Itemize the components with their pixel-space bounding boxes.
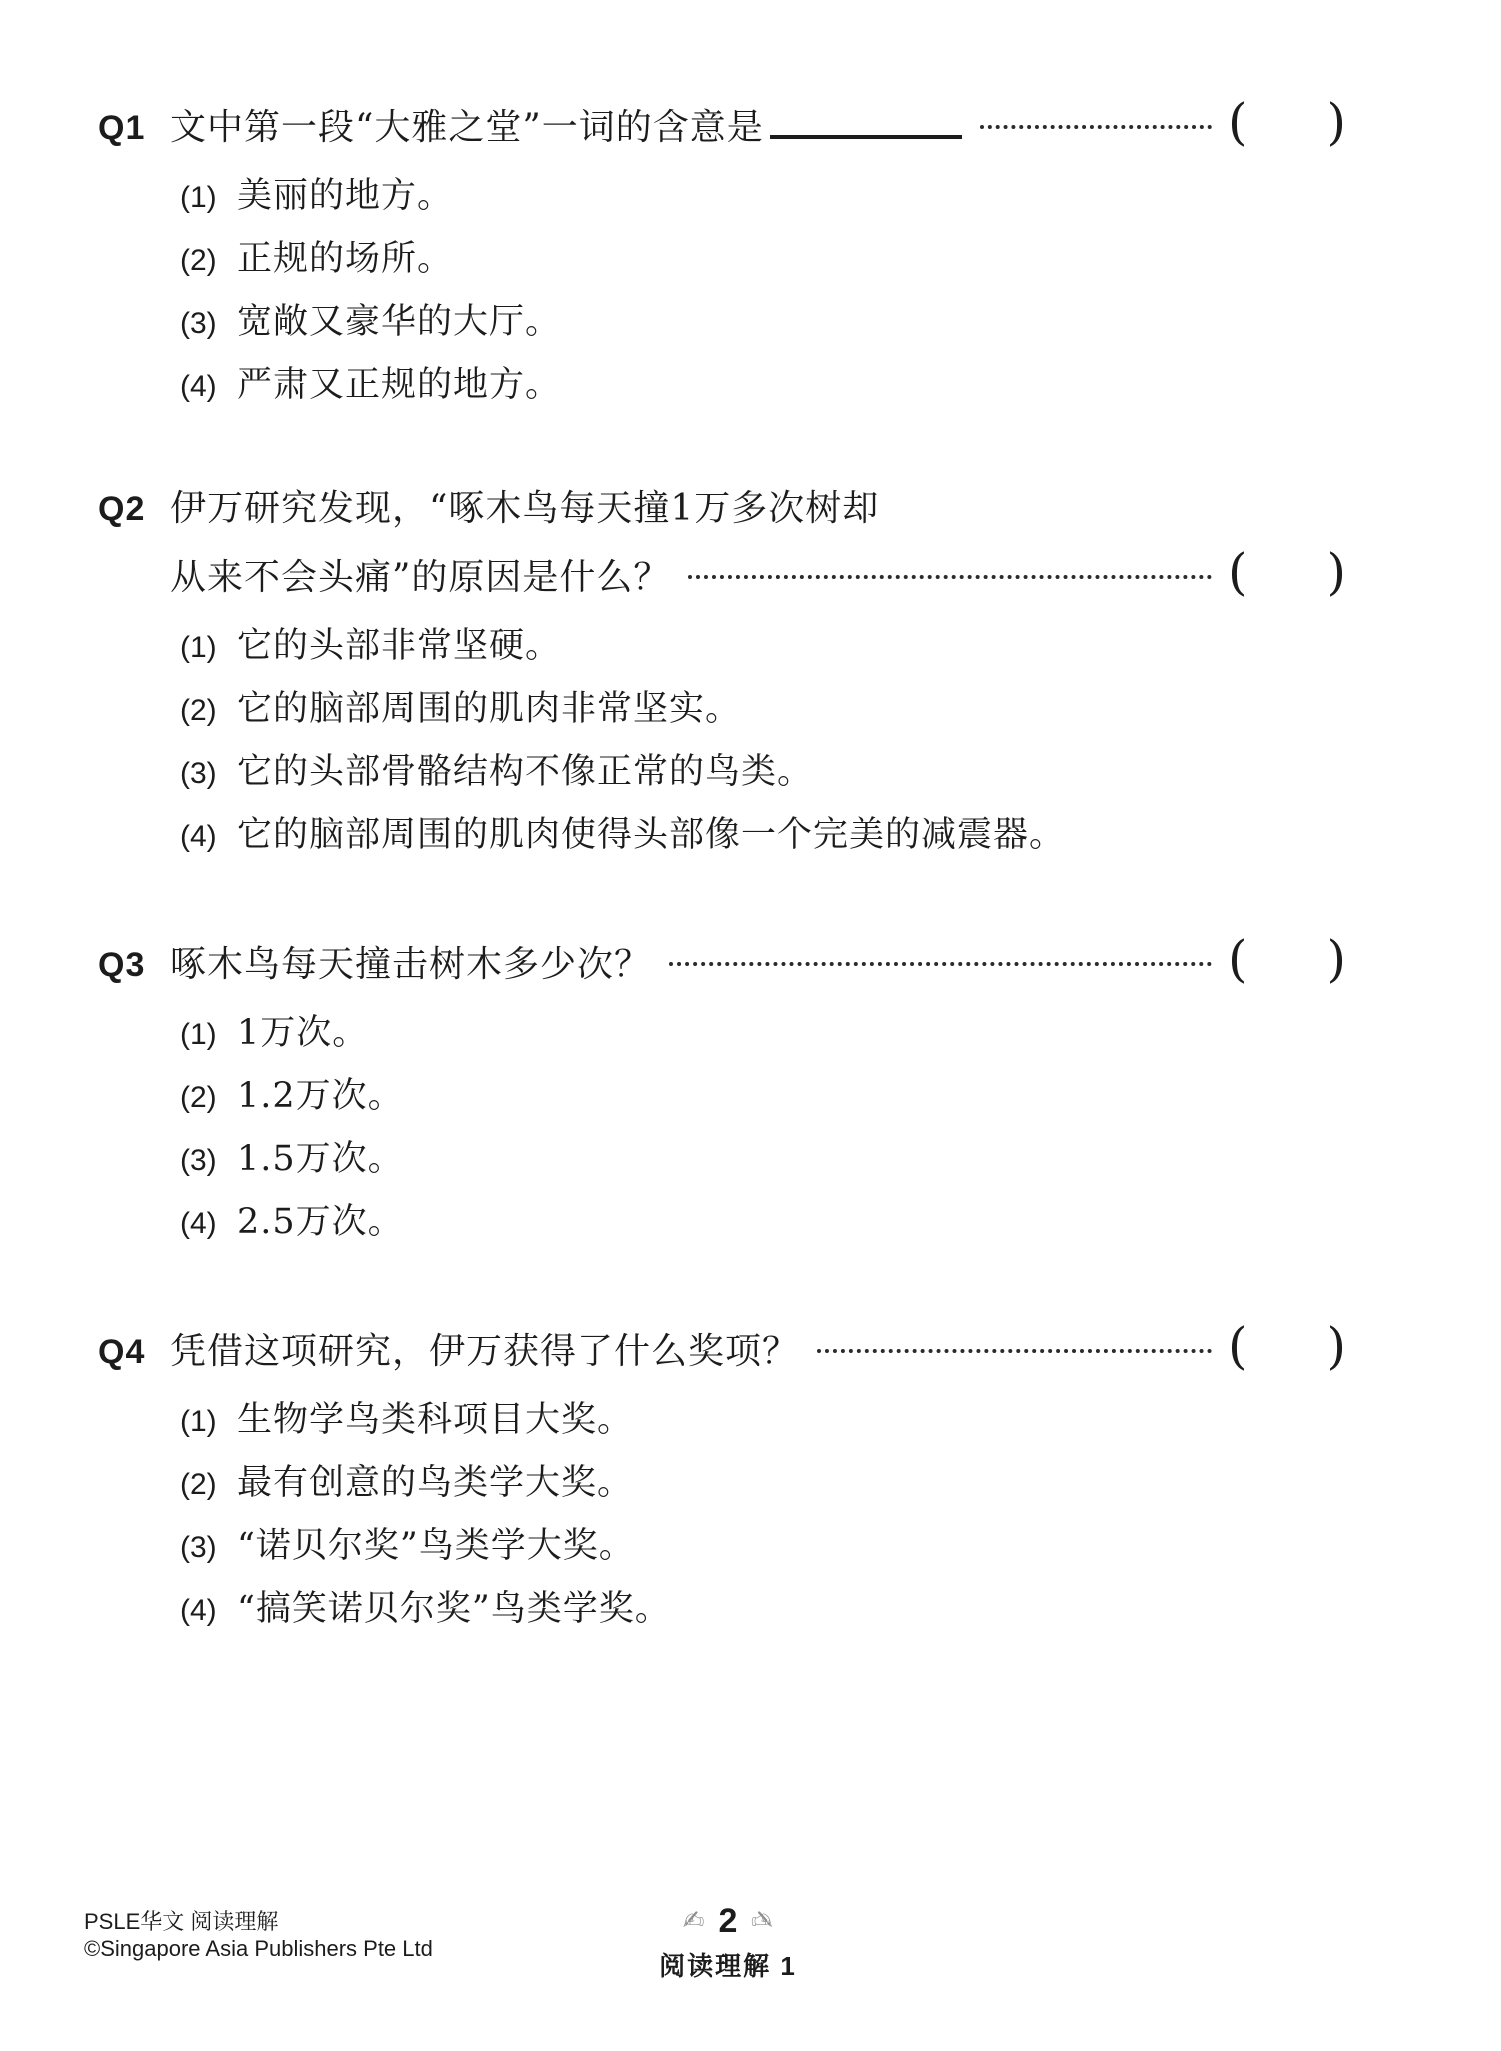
option [180,302,1346,344]
answer-brackets [1228,1317,1346,1375]
option [180,365,1346,407]
question-2 [98,487,1346,857]
option-text: 正规的场所。 [237,239,454,279]
question-3-line [98,930,1346,988]
option-number: (1) [180,1405,217,1438]
option-number: (2) [180,694,217,727]
question-4-line [98,1317,1346,1375]
option-text: 生物学鸟类科项目大奖。 [237,1400,634,1440]
question-2-number: Q2 [98,490,146,528]
question-4-number: Q4 [98,1333,146,1371]
option [180,239,1346,281]
option [180,689,1346,731]
answer-brackets [1228,543,1346,601]
option-number: (1) [180,1018,217,1051]
option [180,1400,1346,1442]
open-paren: ( [1228,930,1248,988]
option-number: (3) [180,307,217,340]
option-number: (1) [180,181,217,214]
question-2-line-2 [98,543,1346,601]
question-2-text-line-2: 从来不会头痛”的原因是什么？ [170,557,671,598]
option-number: (4) [180,820,217,853]
question-2-text-line-1: 伊万研究发现，“啄木鸟每天撞1万多次树却 [170,488,880,529]
option-text: 1万次。 [237,1013,369,1053]
option-text: 美丽的地方。 [237,176,454,216]
question-4 [98,1317,1346,1631]
section-title: 阅读理解 1 [659,1951,797,1981]
option-number: (2) [180,244,217,277]
page-number-block [648,1904,808,1983]
copyright-line: ©Singapore Asia Publishers Pte Ltd [84,1936,433,1961]
option-number: (1) [180,631,217,664]
option [180,1463,1346,1505]
option-text: 2.5万次。 [237,1202,404,1242]
option-number: (3) [180,1144,217,1177]
writing-hand-icon-right: ✍ [751,1906,774,1936]
option-number: (4) [180,1594,217,1627]
option-text: 它的脑部周围的肌肉使得头部像一个完美的减震器。 [237,815,1066,855]
option-text: 它的头部非常坚硬。 [237,626,562,666]
option-number: (2) [180,1081,217,1114]
option-text: 1.2万次。 [237,1076,404,1116]
option [180,176,1346,218]
option-number: (4) [180,1207,217,1240]
question-2-line-1 [98,487,1346,531]
close-paren: ) [1326,543,1346,601]
question-1-text: 文中第一段“大雅之堂”一词的含意是 [170,107,764,148]
option-text: 它的脑部周围的肌肉非常坚实。 [237,689,742,729]
option-number: (3) [180,757,217,790]
option-text: 它的头部骨骼结构不像正常的鸟类。 [237,752,814,792]
page-number-row [648,1904,808,1938]
dotted-leader [669,962,1212,966]
question-1-number: Q1 [98,109,146,147]
open-paren: ( [1228,93,1248,151]
question-3-number: Q3 [98,946,146,984]
close-paren: ) [1326,930,1346,988]
close-paren: ) [1326,1317,1346,1375]
questions-area [98,93,1346,1631]
option-text: “诺贝尔奖”鸟类学大奖。 [237,1526,635,1566]
dotted-leader [980,125,1212,129]
question-4-options [180,1400,1346,1631]
option-text: 最有创意的鸟类学大奖。 [237,1463,634,1503]
option [180,1139,1346,1181]
question-2-options [180,626,1346,857]
option [180,1526,1346,1568]
dotted-leader [688,575,1212,579]
dotted-leader [817,1349,1212,1353]
answer-brackets [1228,93,1346,151]
question-1 [98,93,1346,407]
question-3-text: 啄木鸟每天撞击树木多少次？ [170,944,652,985]
option-number: (2) [180,1468,217,1501]
option-number: (3) [180,1531,217,1564]
question-1-options [180,176,1346,407]
option [180,1076,1346,1118]
writing-hand-icon-left: ✍ [682,1906,705,1936]
question-3 [98,930,1346,1244]
option [180,1589,1346,1631]
option-text: 宽敞又豪华的大厅。 [237,302,562,342]
option [180,626,1346,668]
fill-in-blank-line [770,101,962,139]
question-4-text: 凭借这项研究，伊万获得了什么奖项？ [170,1331,800,1372]
question-3-options [180,1013,1346,1244]
option-text: 严肃又正规的地方。 [237,365,562,405]
open-paren: ( [1228,1317,1248,1375]
footer-imprint [84,1908,433,1962]
option-text: 1.5万次。 [237,1139,404,1179]
close-paren: ) [1326,93,1346,151]
option-number: (4) [180,370,217,403]
option [180,815,1346,857]
option [180,752,1346,794]
option [180,1013,1346,1055]
open-paren: ( [1228,543,1248,601]
option-text: “搞笑诺贝尔奖”鸟类学奖。 [237,1589,671,1629]
question-1-line [98,93,1346,151]
page-number: 2 [718,1902,738,1940]
series-title: PSLE华文 阅读理解 [84,1909,279,1934]
option [180,1202,1346,1244]
answer-brackets [1228,930,1346,988]
